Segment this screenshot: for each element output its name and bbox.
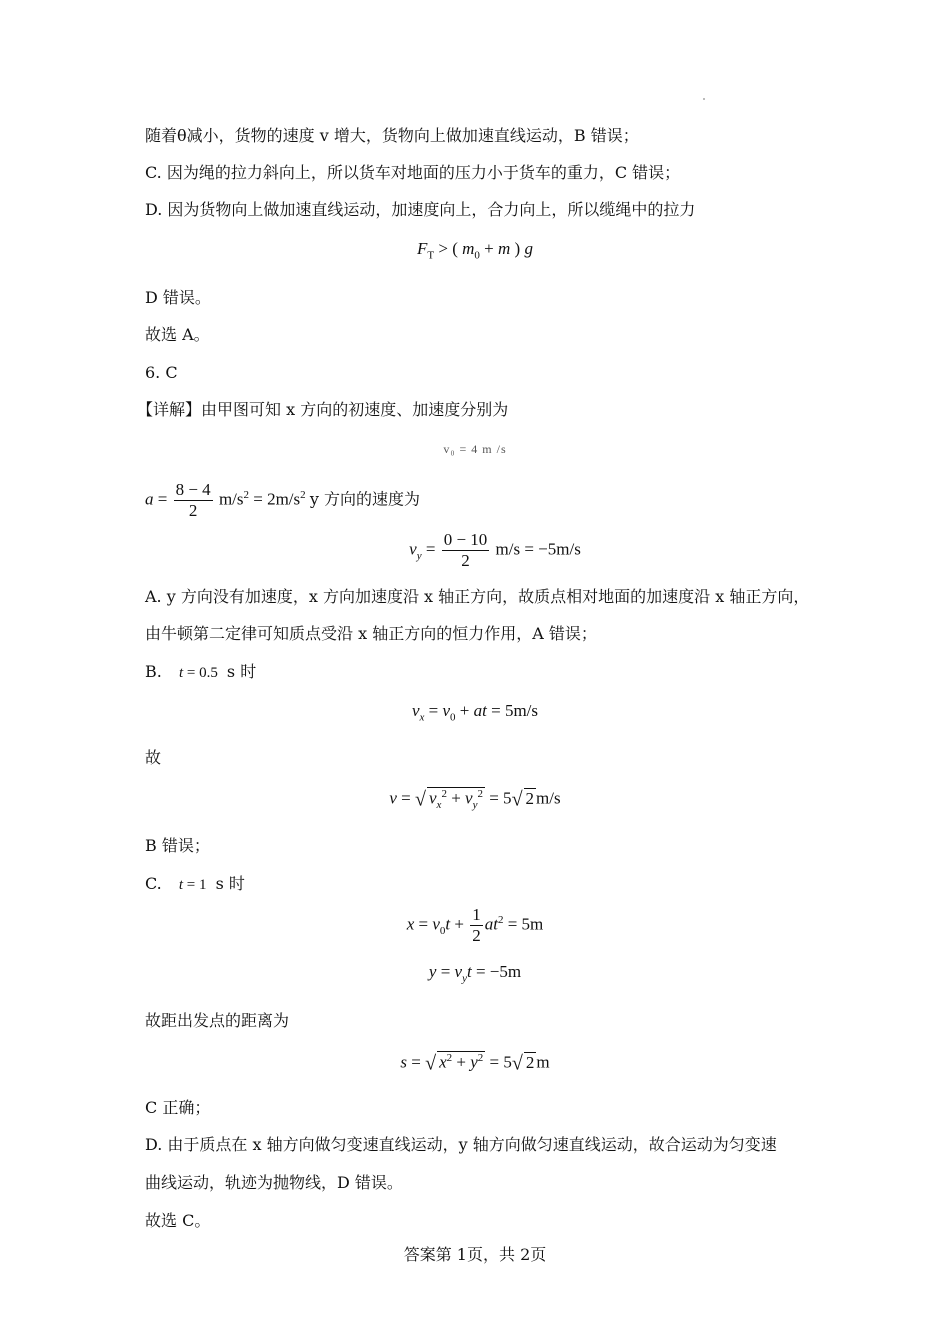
option-c-suffix: s 时 <box>215 874 245 893</box>
text-line-c <box>145 873 245 896</box>
text-line-d2: 曲线运动，轨迹为抛物线，D 错误。 <box>145 1173 403 1192</box>
time-half-second: t = 0.5 <box>178 665 218 681</box>
option-c-label: C. <box>145 874 162 893</box>
option-b-label: B. <box>145 662 162 681</box>
text-line-3: D. 因为货物向上做加速直线运动，加速度向上，合力向上，所以缆绳中的拉力 <box>145 200 696 219</box>
y-velocity-label: y 方向的速度为 <box>309 489 421 509</box>
text-line-a1: A. y 方向没有加速度，x 方向加速度沿 x 轴正方向，故质点相对地面的加速度沿 x 轴正方向， <box>145 587 810 606</box>
equation-initial-velocity: v₀ = 4 m /s <box>443 442 507 456</box>
option-b-suffix: s 时 <box>226 662 257 681</box>
time-one-second: t = 1 <box>178 877 207 893</box>
detail-heading: 【详解】由甲图可知 x 方向的初速度、加速度分别为 <box>137 400 509 419</box>
text-line-1: 随着θ减小，货物的速度 v 增大，货物向上做加速直线运动，B 错误； <box>145 126 639 145</box>
equation-acceleration: a = $\frac{8 - 4}{2}$ $m/s^2 = 2m/s^2$ y 方向的速度为 <box>145 480 421 520</box>
text-line-b-wrong: B 错误； <box>145 836 210 855</box>
page-footer: 答案第 1页，共 2页 <box>403 1245 547 1264</box>
equation-x-velocity: $v_x = v_0$ + at = 5m/s <box>411 701 539 724</box>
equation-y-velocity: $v_y$ = $\frac{0 - 10}{2}$ m/s = −5m/s <box>409 530 581 570</box>
text-line-5: 故选 A。 <box>145 325 210 344</box>
text-line-4: D 错误。 <box>145 288 211 307</box>
text-line-c-correct: C 正确； <box>145 1098 211 1117</box>
scan-speck <box>703 98 705 100</box>
text-line-answer: 故选 C。 <box>145 1211 211 1230</box>
equation-x-displacement: $x = v_0t$ + $\frac{1}{2}$ $at^2 = 5m$ <box>406 905 544 945</box>
equation-distance: s = √ $x^2 + y^2 = 5√$ 2 m <box>400 1052 550 1075</box>
equation-speed: v = √ $v_x^2 + v_y^2 = 5√$ 2 m/s <box>389 788 561 812</box>
text-line-b <box>145 661 256 684</box>
text-line-distance: 故距出发点的距离为 <box>145 1011 290 1030</box>
question-number: 6. C <box>145 363 178 382</box>
equation-tension: $F_T$ > ( $m_0 + m$ ) g <box>417 239 533 262</box>
text-line-d1: D. 由于质点在 x 轴方向做匀变速直线运动，y 轴方向做匀速直线运动，故合运动为匀变速 <box>145 1135 777 1154</box>
text-line-2: C. 因为绳的拉力斜向上，所以货车对地面的压力小于货车的重力，C 错误； <box>145 163 681 182</box>
text-line-a2: 由牛顿第二定律可知质点受沿 x 轴正方向的恒力作用，A 错误； <box>145 624 597 643</box>
equation-y-displacement: $y = v_yt = -5m$ <box>428 962 522 985</box>
text-line-therefore: 故 <box>145 748 162 767</box>
